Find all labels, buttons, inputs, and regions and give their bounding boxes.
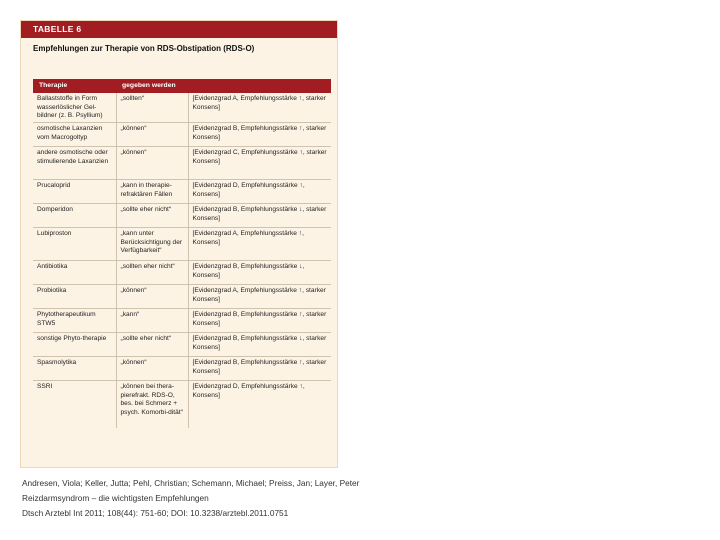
therapy-cell: Antibiotika bbox=[33, 261, 116, 285]
evidence-cell: [Evidenzgrad A, Empfehlungsstärke ↑, Konsens] bbox=[188, 228, 331, 261]
recommendation-cell: „sollte eher nicht“ bbox=[116, 333, 188, 357]
table-figure bbox=[20, 20, 338, 468]
citation-title: Reizdarmsyndrom – die wichtigsten Empfehlungen bbox=[22, 493, 209, 503]
evidence-cell: [Evidenzgrad D, Empfehlungsstärke ↑, Konsens] bbox=[188, 381, 331, 429]
table-row bbox=[33, 180, 331, 204]
recommendation-cell: „kann unter Berücksichtigung der Verfügbarkeit“ bbox=[116, 228, 188, 261]
recommendation-cell: „sollten eher nicht“ bbox=[116, 261, 188, 285]
table-row bbox=[33, 228, 331, 261]
recommendation-cell: „können“ bbox=[116, 123, 188, 147]
citation-authors: Andresen, Viola; Keller, Jutta; Pehl, Christian; Schemann, Michael; Preiss, Jan; Layer, Peter bbox=[22, 478, 360, 488]
evidence-cell: [Evidenzgrad B, Empfehlungsstärke ↓, Konsens] bbox=[188, 261, 331, 285]
therapy-cell: Probiotika bbox=[33, 285, 116, 309]
evidence-cell: [Evidenzgrad D, Empfehlungsstärke ↑, Konsens] bbox=[188, 180, 331, 204]
recommendation-cell: „kann in therapie-refraktären Fällen bbox=[116, 180, 188, 204]
header-evidence bbox=[188, 79, 331, 93]
evidence-cell: [Evidenzgrad C, Empfehlungsstärke ↑, starker Konsens] bbox=[188, 147, 331, 180]
recommendation-cell: „kann“ bbox=[116, 309, 188, 333]
recommendation-cell: „sollte eher nicht“ bbox=[116, 204, 188, 228]
header-gegeben-werden: gegeben werden bbox=[116, 79, 188, 93]
evidence-cell: [Evidenzgrad A, Empfehlungsstärke ↑, starker Konsens] bbox=[188, 285, 331, 309]
table-row bbox=[33, 357, 331, 381]
table-row bbox=[33, 333, 331, 357]
table-row bbox=[33, 261, 331, 285]
therapy-cell: Prucaloprid bbox=[33, 180, 116, 204]
therapy-cell: Lubiproston bbox=[33, 228, 116, 261]
table-row bbox=[33, 381, 331, 429]
table-row bbox=[33, 147, 331, 180]
evidence-cell: [Evidenzgrad B, Empfehlungsstärke ↑, starker Konsens] bbox=[188, 357, 331, 381]
recommendation-cell: „können“ bbox=[116, 147, 188, 180]
recommendation-cell: „können“ bbox=[116, 357, 188, 381]
table-row bbox=[33, 204, 331, 228]
evidence-cell: [Evidenzgrad B, Empfehlungsstärke ↓, starker Konsens] bbox=[188, 204, 331, 228]
table-row bbox=[33, 123, 331, 147]
therapy-cell: Ballaststoffe in Form wasserlöslicher Gel-bildner (z. B. Psyllium) bbox=[33, 93, 116, 123]
recommendation-cell: „sollten“ bbox=[116, 93, 188, 123]
therapy-cell: osmotische Laxanzien vom Macrogoltyp bbox=[33, 123, 116, 147]
table-row bbox=[33, 285, 331, 309]
evidence-cell: [Evidenzgrad B, Empfehlungsstärke ↑, starker Konsens] bbox=[188, 123, 331, 147]
citation-block bbox=[22, 476, 702, 521]
recommendation-cell: „können“ bbox=[116, 285, 188, 309]
table-row bbox=[33, 309, 331, 333]
header-therapie: Therapie bbox=[33, 79, 116, 93]
recommendation-cell: „können bei thera-pierefrakt. RDS-O, bes. bei Schmerz + psych. Komorbi-dität“ bbox=[116, 381, 188, 429]
evidence-cell: [Evidenzgrad B, Empfehlungsstärke ↓, starker Konsens] bbox=[188, 333, 331, 357]
table-label: TABELLE 6 bbox=[21, 21, 337, 38]
table-header-row bbox=[33, 79, 331, 93]
therapy-cell: SSRI bbox=[37, 383, 53, 390]
recommendation-table bbox=[33, 79, 331, 428]
therapy-cell: sonstige Phyto-therapie bbox=[33, 333, 116, 357]
therapy-cell: Spasmolytika bbox=[33, 357, 116, 381]
citation-reference: Dtsch Arztebl Int 2011; 108(44): 751-60; DOI: 10.3238/arztebl.2011.0751 bbox=[22, 508, 289, 518]
therapy-cell: Domperidon bbox=[33, 204, 116, 228]
therapy-cell: Phytotherapeutikum STW5 bbox=[33, 309, 116, 333]
table-title: Empfehlungen zur Therapie von RDS-Obstipation (RDS-O) bbox=[33, 44, 255, 53]
table-row bbox=[33, 93, 331, 123]
evidence-cell: [Evidenzgrad A, Empfehlungsstärke ↑, starker Konsens] bbox=[188, 93, 331, 123]
therapy-cell: andere osmotische oder stimulierende Laxanzien bbox=[33, 147, 116, 180]
evidence-cell: [Evidenzgrad B, Empfehlungsstärke ↑, starker Konsens] bbox=[188, 309, 331, 333]
